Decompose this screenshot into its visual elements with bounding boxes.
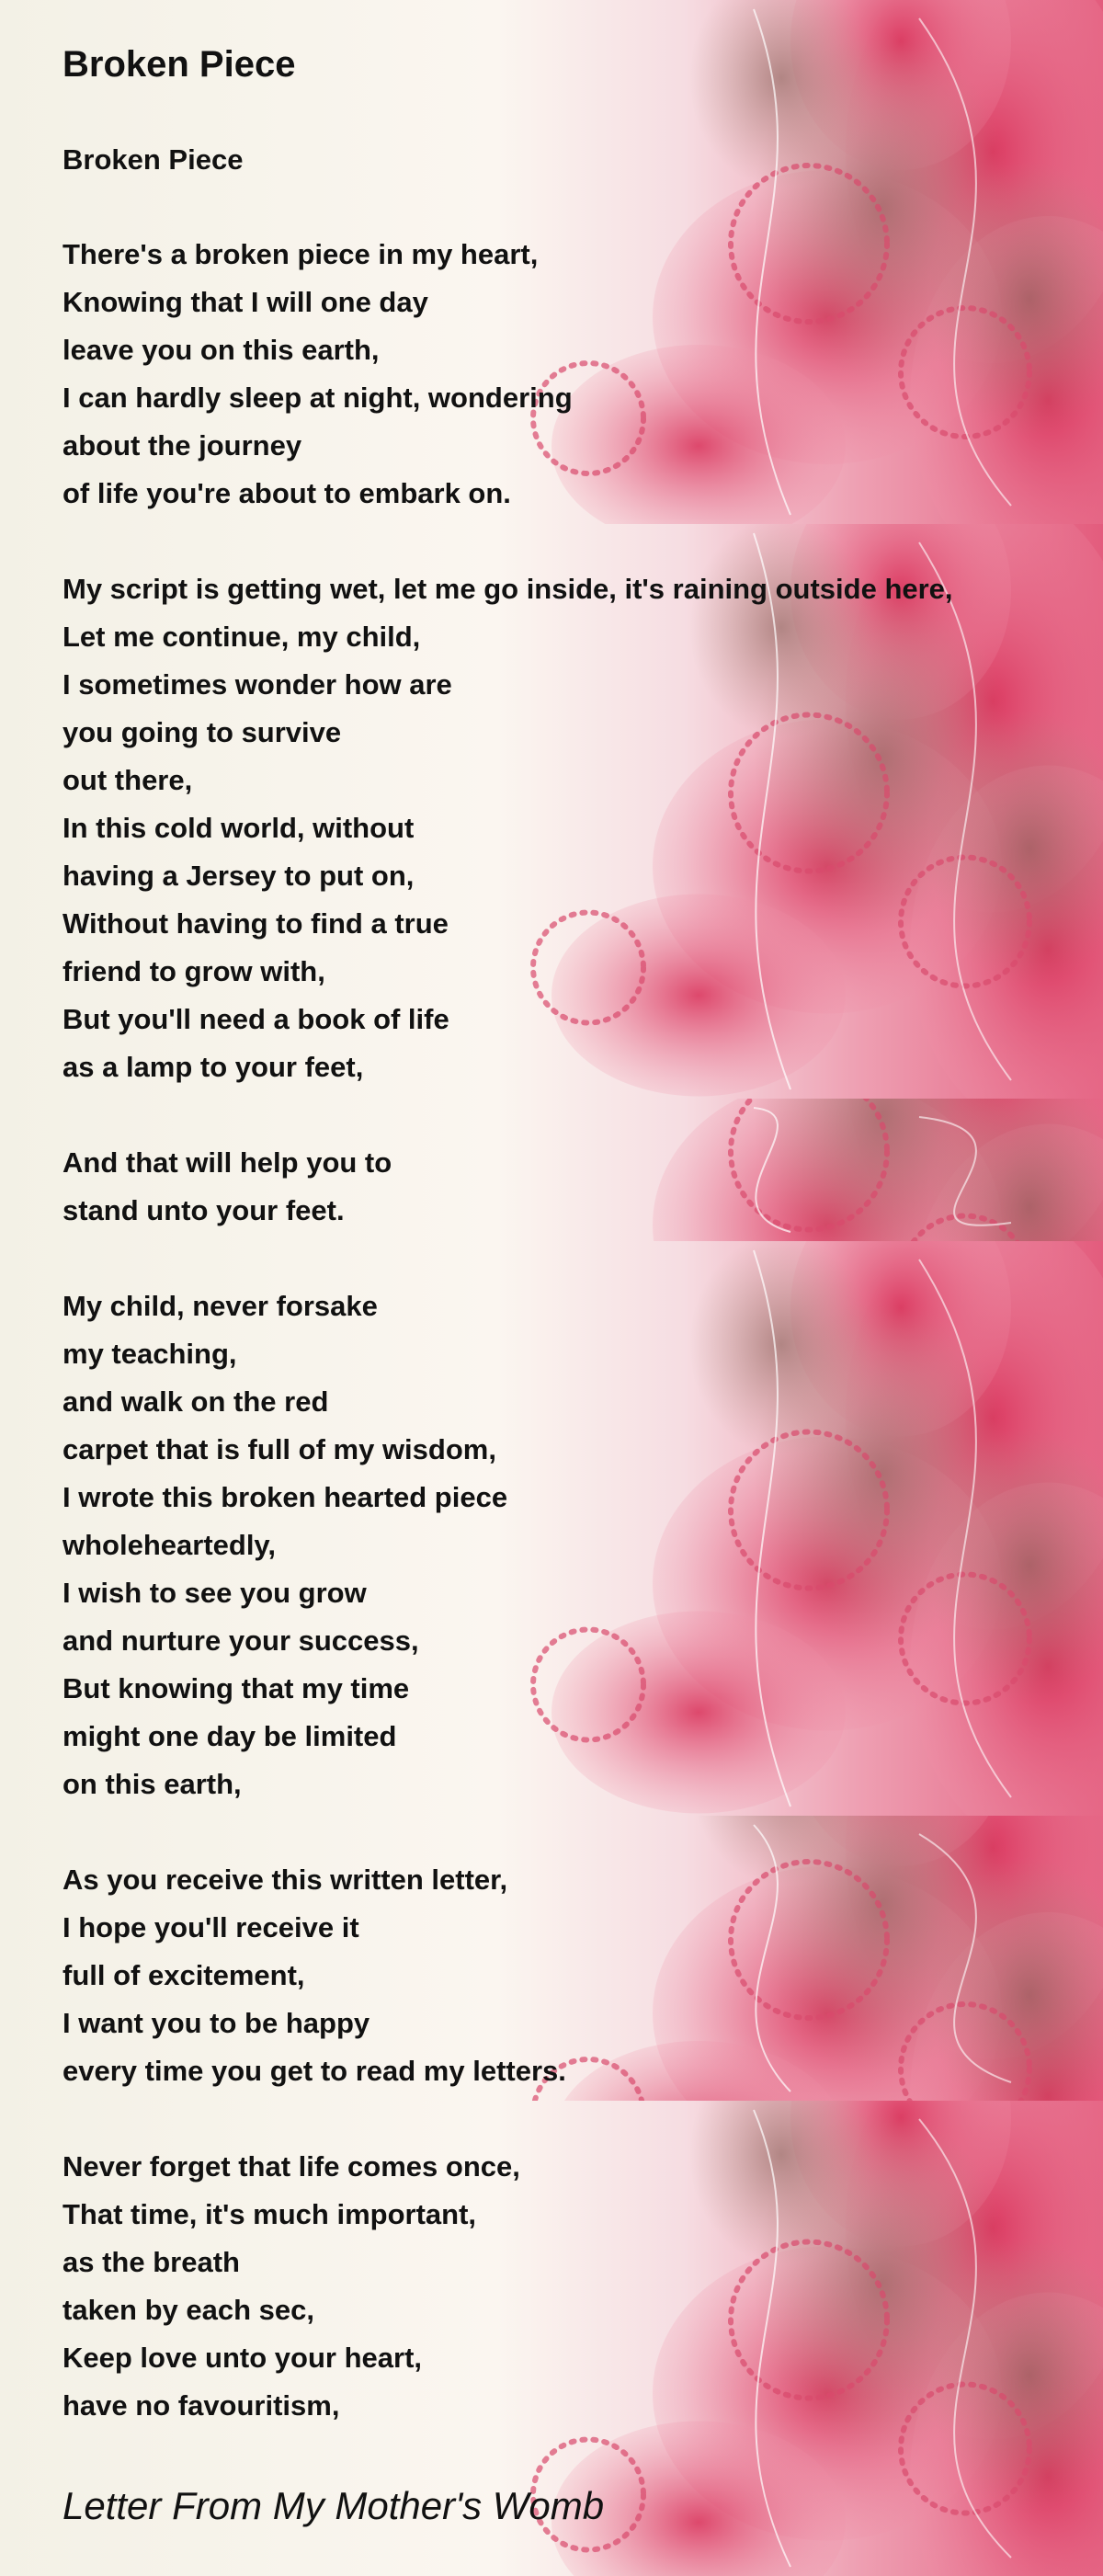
poem-line: and nurture your success, [63,1624,419,1657]
poem-line: full of excitement, [63,1959,305,1991]
poem-line: might one day be limited [63,1720,397,1752]
poem-line: Let me continue, my child, [63,621,421,653]
poem-line: out there, [63,764,193,796]
poem-line: I wrote this broken hearted piece [63,1481,508,1513]
poem-title: Broken Piece [63,44,296,85]
poem-line: friend to grow with, [63,955,325,987]
poem-line: stand unto your feet. [63,1194,345,1226]
poem-line: Without having to find a true [63,907,449,940]
poem-line: I hope you'll receive it [63,1911,359,1943]
poem-line: Knowing that I will one day [63,286,428,318]
poem-line: Never forget that life comes once, [63,2150,520,2183]
poem-line: My child, never forsake [63,1290,378,1322]
poem-line: of life you're about to embark on. [63,477,511,509]
poem-line: I can hardly sleep at night, wondering [63,382,573,414]
poem-line: Keep love unto your heart, [63,2342,423,2374]
poem-line: having a Jersey to put on, [63,860,415,892]
poem-line: my teaching, [63,1338,237,1370]
poem-line: and walk on the red [63,1385,329,1418]
poem-line: about the journey [63,429,302,462]
poem-line: wholeheartedly, [63,1529,276,1561]
poem-line: I wish to see you grow [63,1577,367,1609]
poem-line: as a lamp to your feet, [63,1051,364,1083]
poem-line: There's a broken piece in my heart, [63,238,539,270]
poem-line: on this earth, [63,1768,242,1800]
poem-subtitle: Broken Piece [63,143,244,176]
poem-line: as the breath [63,2246,240,2278]
poem-line: And that will help you to [63,1146,392,1179]
poem-line: I sometimes wonder how are [63,668,452,701]
poem-line: In this cold world, without [63,812,415,844]
poem-line: My script is getting wet, let me go inside, it's raining outside here, [63,573,953,605]
poem-line: leave you on this earth, [63,334,380,366]
poem-line: But knowing that my time [63,1672,410,1704]
poem-line: I want you to be happy [63,2007,370,2039]
poem-line: As you receive this written letter, [63,1864,508,1896]
poem-line: every time you get to read my letters. [63,2055,566,2087]
poem-line: carpet that is full of my wisdom, [63,1433,496,1465]
poem-line: But you'll need a book of life [63,1003,449,1035]
poem-line: you going to survive [63,716,342,748]
poem-line: That time, it's much important, [63,2198,477,2230]
poem-line: taken by each sec, [63,2294,314,2326]
poem-line: have no favouritism, [63,2389,340,2422]
poem-signature: Letter From My Mother's Womb [63,2484,605,2527]
